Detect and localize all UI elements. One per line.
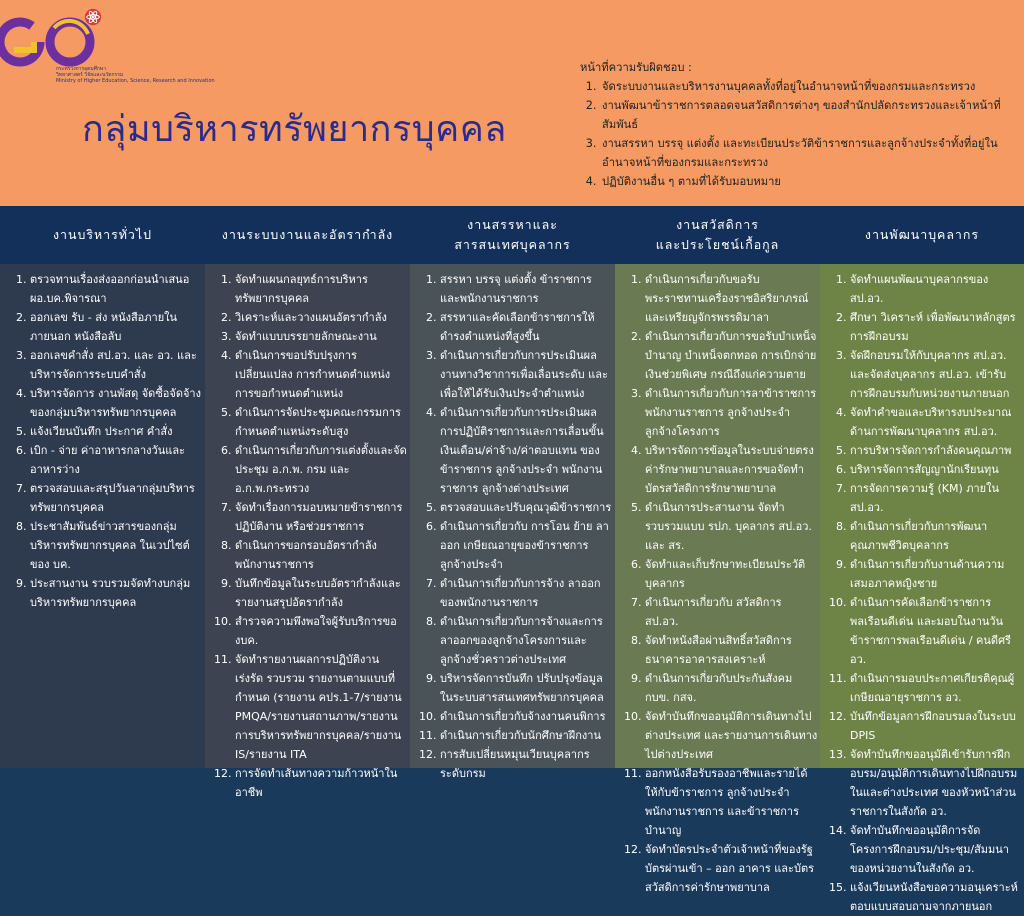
- list-item: 1. จัดทำแผนกลยุทธ์การบริหารทรัพยากรบุคคล: [235, 270, 408, 308]
- list-item: 6. บริหารจัดการสัญญานักเรียนทุน: [850, 460, 1022, 479]
- list-item: 5. ดำเนินการประสานงาน จัดทำ รวบรวมแบบ รปภ. บุคลากร สป.อว. และ สร.: [645, 498, 818, 555]
- column-heading-line1: งานสวัสดิการ: [676, 217, 759, 232]
- duty-list: [410, 264, 615, 783]
- column-heading-recruitment: [410, 206, 615, 264]
- duty-list: [0, 264, 205, 612]
- list-item: 4. บริหารจัดการ งานพัสดุ จัดซื้อจัดจ้างของกลุ่มบริหารทรัพยากรบุคคล: [30, 384, 203, 422]
- list-item: 8. ดำเนินการเกี่ยวกับการพัฒนาคุณภาพชีวิตบุคลากร: [850, 517, 1022, 555]
- list-item: 6. ดำเนินการเกี่ยวกับ การโอน ย้าย ลาออก เกษียณอายุของข้าราชการ ลูกจ้างประจำ: [440, 517, 613, 574]
- column-heading-general-admin: [0, 206, 205, 264]
- list-item: 7. จัดทำเรื่องการมอบหมายข้าราชการปฏิบัติงาน หรือช่วยราชการ: [235, 498, 408, 536]
- duty-list: [205, 264, 410, 802]
- list-item: 11. ดำเนินการมอบประกาศเกียรติคุณผู้เกษียณอายุราชการ อว.: [850, 669, 1022, 707]
- atom-emblem-icon: [84, 8, 102, 26]
- list-item: 8. จัดทำหนังสือผ่านสิทธิ์สวัสดิการธนาคารอาคารสงเคราะห์: [645, 631, 818, 669]
- list-item: 5. การบริหารจัดการกำลังคนคุณภาพ: [850, 441, 1022, 460]
- list-item: 11. จัดทำรายงานผลการปฏิบัติงาน เร่งรัด รวบรวม รายงานตามแบบที่กำหนด (รายงาน คปร.1-7/รายงาน PMQA/รายงานสถานภาพ/รายงานการบริหารทรัพยากรบุคคล/รายงาน IS/รายงาน ITA: [235, 650, 408, 764]
- list-item: 4. จัดทำคำขอและบริหารงบประมาณด้านการพัฒนาบุคลากร สป.อว.: [850, 403, 1022, 441]
- list-item: 10. จัดทำบันทึกขออนุมัติการเดินทางไปต่างประเทศ และรายงานการเดินทางไปต่างประเทศ: [645, 707, 818, 764]
- list-item: 2. วิเคราะห์และวางแผนอัตรากำลัง: [235, 308, 408, 327]
- header-banner: [0, 0, 1024, 206]
- list-item: 9. บริหารจัดการบันทึก ปรับปรุงข้อมูลในระบบสารสนเทศทรัพยากรบุคคล: [440, 669, 613, 707]
- list-item: 8. ดำเนินการเกี่ยวกับการจ้างและการลาออกของลูกจ้างโครงการและลูกจ้างชั่วคราวต่างประเทศ: [440, 612, 613, 669]
- list-item: 1. ตรวจทานเรื่องส่งออกก่อนนำเสนอ ผอ.บค.พิจารณา: [30, 270, 203, 308]
- list-item: 7. ดำเนินการเกี่ยวกับ สวัสดิการ สป.อว.: [645, 593, 818, 631]
- list-item: 9. บันทึกข้อมูลในระบบอัตรากำลังและรายงานสรุปอัตรากำลัง: [235, 574, 408, 612]
- duty-list: [820, 264, 1024, 916]
- list-item: 7. ตรวจสอบและสรุปวันลากลุ่มบริหารทรัพยากรบุคคล: [30, 479, 203, 517]
- list-item: 10. ดำเนินการคัดเลือกข้าราชการพลเรือนดีเด่น และมอบในงานวันข้าราชการพลเรือนดีเด่น / คนดีศรี อว.: [850, 593, 1022, 669]
- list-item: 3. ออกเลขคำสั่ง สป.อว. และ อว. และบริหารจัดการระบบคำสั่ง: [30, 346, 203, 384]
- list-item: 11. ออกหนังสือรับรองอาชีพและรายได้ให้กับข้าราชการ ลูกจ้างประจำ พนักงานราชการ และข้าราชการบำนาญ: [645, 764, 818, 840]
- list-item: 15. แจ้งเวียนหนังสือขอความอนุเคราะห์ตอบแบบสอบถามจากภายนอก: [850, 878, 1022, 916]
- list-item: 6. ดำเนินการเกี่ยวกับการแต่งตั้งและจัดประชุม อ.ก.พ. กรม และ อ.ก.พ.กระทรวง: [235, 441, 408, 498]
- list-item: 13. จัดทำบันทึกขออนุมัติเข้ารับการฝึกอบรม/อนุมัติการเดินทางไปฝึกอบรมในและต่างประเทศ ของหัวหน้าส่วนราชการในสังกัด อว.: [850, 745, 1022, 821]
- list-item: 9. ดำเนินการเกี่ยวกับประกันสังคม กบข. กสจ.: [645, 669, 818, 707]
- list-item: 1. จัดทำแผนพัฒนาบุคลากรของ สป.อว.: [850, 270, 1022, 308]
- column-heading-line1: งานสรรหาและ: [467, 217, 558, 232]
- column-recruitment: [410, 264, 615, 780]
- list-item: 3. จัดฝึกอบรมให้กับบุคลากร สป.อว. และจัดส่งบุคลากร สป.อว. เข้ารับการฝึกอบรมกับหน่วยงานภายนอก: [850, 346, 1022, 403]
- column-heading-text: [656, 215, 779, 255]
- list-item: 4. ดำเนินการขอปรับปรุงการเปลี่ยนแปลง การกำหนดตำแหน่งการขอกำหนดตำแหน่ง: [235, 346, 408, 403]
- list-item: 3. จัดทำแบบบรรยายลักษณะงาน: [235, 327, 408, 346]
- column-heading-manpower: [205, 206, 410, 264]
- column-development: [820, 264, 1024, 913]
- list-item: 12. การสับเปลี่ยนหมุนเวียนบุคลากรระดับกรม: [440, 745, 613, 783]
- list-item: 9. ประสานงาน รวบรวมจัดทำงบกลุ่มบริหารทรัพยากรบุคคล: [30, 574, 203, 612]
- list-item: 3. งานสรรหา บรรจุ แต่งตั้ง และทะเบียนประวัติข้าราชการและลูกจ้างประจำทั้งที่อยู่ในอำนาจหน้าที่ของกรมและกระทรวง: [600, 134, 1020, 172]
- list-item: 5. ดำเนินการจัดประชุมคณะกรรมการกำหนดตำแหน่งระดับสูง: [235, 403, 408, 441]
- column-manpower: [205, 264, 410, 799]
- column-heading-line2: และประโยชน์เกื้อกูล: [655, 237, 780, 252]
- list-item: 1. ดำเนินการเกี่ยวกับขอรับพระราชทานเครื่องราชอิสริยาภรณ์และเหรียญจักรพรรดิมาลา: [645, 270, 818, 327]
- list-item: 7. การจัดการความรู้ (KM) ภายใน สป.อว.: [850, 479, 1022, 517]
- column-heading-text: งานบริหารทั่วไป: [52, 227, 152, 242]
- list-item: 4. ปฏิบัติงานอื่น ๆ ตามที่ได้รับมอบหมาย: [600, 172, 1020, 191]
- org-name: [56, 66, 215, 84]
- list-item: 2. งานพัฒนาข้าราชการตลอดจนสวัสดิการต่างๆ ของสำนักปลัดกระทรวงและเจ้าหน้าที่สัมพันธ์: [600, 96, 1020, 134]
- list-item: 4. บริหารจัดการข้อมูลในระบบจ่ายตรงค่ารักษาพยาบาลและการขอจัดทำบัตรสวัสดิการรักษาพยาบาล: [645, 441, 818, 498]
- list-item: 8. ดำเนินการขอกรอบอัตรากำลังพนักงานราชการ: [235, 536, 408, 574]
- list-item: 2. ออกเลข รับ - ส่ง หนังสือภายใน ภายนอก หนังสือลับ: [30, 308, 203, 346]
- list-item: 3. ดำเนินการเกี่ยวกับการลาข้าราชการ พนักงานราชการ ลูกจ้างประจำ ลูกจ้างโครงการ: [645, 384, 818, 441]
- org-name-line3: Ministry of Higher Education, Science, Research and Innovation: [56, 78, 215, 84]
- list-item: 10. ดำเนินการเกี่ยวกับจ้างงานคนพิการ: [440, 707, 613, 726]
- list-item: 6. เบิก - จ่าย ค่าอาหารกลางวันและอาหารว่าง: [30, 441, 203, 479]
- column-general-admin: [0, 264, 205, 768]
- list-item: 9. ดำเนินการเกี่ยวกับงานด้านความเสมอภาคหญิงชาย: [850, 555, 1022, 593]
- column-heading-text: งานพัฒนาบุคลากร: [864, 227, 980, 242]
- list-item: 2. สรรหาและคัดเลือกข้าราชการให้ดำรงตำแหน่งที่สูงขึ้น: [440, 308, 613, 346]
- column-heading-development: [820, 206, 1024, 264]
- list-item: 5. ตรวจสอบและปรับคุณวุฒิข้าราชการ: [440, 498, 613, 517]
- responsibilities-list: [580, 77, 1020, 191]
- org-name-line2: วิทยาศาสตร์ วิจัยและนวัตกรรม: [56, 72, 124, 78]
- list-item: 8. ประชาสัมพันธ์ข่าวสารของกลุ่มบริหารทรัพยากรบุคคล ในเวปไซต์ของ บค.: [30, 517, 203, 574]
- list-item: 12. จัดทำบัตรประจำตัวเจ้าหน้าที่ของรัฐบัตรผ่านเข้า – ออก อาคาร และบัตรสวัสดิการค่ารักษาพยาบาล: [645, 840, 818, 897]
- list-item: 6. จัดทำและเก็บรักษาทะเบียนประวัติบุคลากร: [645, 555, 818, 593]
- list-item: 2. ดำเนินการเกี่ยวกับการขอรับบำเหน็จบำนาญ บำเหน็จตกทอด การเบิกจ่ายเงินช่วยพิเศษ กรณีถึงแก่ความตาย: [645, 327, 818, 384]
- list-item: 1. จัดระบบงานและบริหารงานบุคคลทั้งที่อยู่ในอำนาจหน้าที่ของกรมและกระทรวง: [600, 77, 1020, 96]
- list-item: 5. แจ้งเวียนบันทึก ประกาศ คำสั่ง: [30, 422, 203, 441]
- list-item: 12. บันทึกข้อมูลการฝึกอบรมลงในระบบ DPIS: [850, 707, 1022, 745]
- list-item: 3. ดำเนินการเกี่ยวกับการประเมินผลงานทางวิชาการเพื่อเลื่อนระดับ และเพื่อให้ได้รับเงินประจำตำแหน่ง: [440, 346, 613, 403]
- org-name-line1: กระทรวงการอุดมศึกษา: [56, 66, 106, 72]
- responsibilities: [580, 58, 1020, 191]
- list-item: 14. จัดทำบันทึกขออนุมัติการจัดโครงการฝึกอบรม/ประชุม/สัมมนาของหน่วยงานในสังกัด อว.: [850, 821, 1022, 878]
- column-heading-welfare: [615, 206, 820, 264]
- list-item: 1. สรรหา บรรจุ แต่งตั้ง ข้าราชการ และพนักงานราชการ: [440, 270, 613, 308]
- column-welfare: [615, 264, 820, 894]
- list-item: 12. การจัดทำเส้นทางความก้าวหน้าในอาชีพ: [235, 764, 408, 802]
- responsibilities-heading: หน้าที่ความรับผิดชอบ :: [580, 61, 692, 74]
- list-item: 2. ศึกษา วิเคราะห์ เพื่อพัฒนาหลักสูตรการฝึกอบรม: [850, 308, 1022, 346]
- page-title: กลุ่มบริหารทรัพยากรบุคคล: [82, 109, 507, 150]
- column-heading-text: [454, 215, 570, 255]
- duty-list: [615, 264, 820, 897]
- list-item: 11. ดำเนินการเกี่ยวกับนักศึกษาฝึกงาน: [440, 726, 613, 745]
- column-heading-line2: สารสนเทศบุคลากร: [454, 237, 571, 252]
- list-item: 7. ดำเนินการเกี่ยวกับการจ้าง ลาออก ของพนักงานราชการ: [440, 574, 613, 612]
- list-item: 10. สำรวจความพึงพอใจผู้รับบริการของบค.: [235, 612, 408, 650]
- column-heading-text: งานระบบงานและอัตรากำลัง: [221, 227, 394, 242]
- list-item: 4. ดำเนินการเกี่ยวกับการประเมินผลการปฏิบัติราชการและการเลื่อนขั้นเงินเดือน/ค่าจ้าง/ค่าตอบแทน ของข้าราชการ ลูกจ้างประจำ พนักงานราชการ ลูกจ้างต่างประเทศ: [440, 403, 613, 498]
